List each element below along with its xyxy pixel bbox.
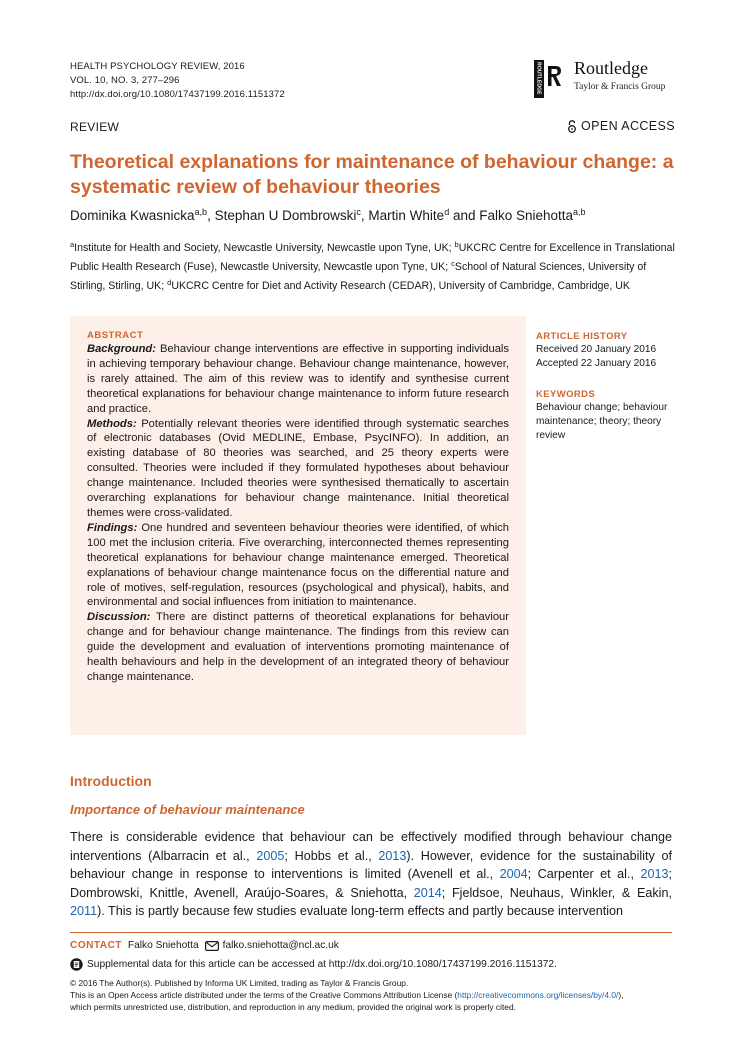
accepted-date: Accepted 22 January 2016 <box>536 358 657 369</box>
routledge-mark-icon <box>534 60 564 98</box>
supplemental-line <box>70 958 557 971</box>
subsection-heading: Importance of behaviour maintenance <box>70 802 305 817</box>
publisher-name: Routledge <box>574 58 648 78</box>
author-name[interactable]: Stephan U Dombrowski <box>214 208 357 223</box>
citation-link[interactable]: 2004 <box>499 867 528 882</box>
abstract-box <box>70 316 526 735</box>
affiliations: $^a$Institute for Health and Society, Newcastle University, Newcastle upon Tyne, UK; $^b$UKCRC Centre for Excellence in Translational Public Health Research (Fuse), Newcastle University, Newcastle upon Tyne, UK; $^c$School of Natural Sciences, University of Stirling, Stirling, UK; $^d$UKCRC Centre for Diet and Activity Research (CEDAR), University of Cambridge, Cambridge, UK <box>70 240 675 293</box>
abstract-findings: Findings: One hundred and seventeen behaviour theories were identified, of which 100 met the inclusion criteria. Five overarching, interconnected themes representing theoretical explanations for behaviour change maintenance emerged. Theoretical explanations of behaviour change maintenance focus on the differential nature and role of motives, self-regulation, resources (psychological and physical), habits, and environmental and social influences from initiation to maintenance. <box>87 521 509 609</box>
supplemental-data-icon <box>70 958 83 971</box>
section-heading: Introduction <box>70 773 152 789</box>
author-affiliation-marker: d <box>444 207 450 217</box>
footer-divider <box>70 932 672 933</box>
open-lock-icon <box>567 120 577 133</box>
keywords-list: Behaviour change; behaviour maintenance; theory; theory review <box>536 402 668 441</box>
author-affiliation-marker: c <box>356 207 361 217</box>
copyright-block <box>70 977 680 1014</box>
copyright-line: © 2016 The Author(s). Published by Informa UK Limited, trading as Taylor & Francis Group. <box>70 978 409 988</box>
journal-meta <box>70 60 285 102</box>
license-line-2: which permits unrestricted use, distribution, and reproduction in any medium, provided the original work is properly cited. <box>70 1002 516 1013</box>
keywords-heading: KEYWORDS <box>536 389 596 400</box>
abstract-background: Background: Behaviour change interventions are effective in supporting individuals in achieving temporary behaviour change. Behaviour change maintenance, however, is rarely attained. The aim of this review was to identify and synthesise current theoretical explanations for behaviour change maintenance to inform future research and practice. <box>87 343 509 415</box>
citation-link[interactable]: 2011 <box>70 904 98 919</box>
author-name[interactable]: Dominika Kwasnicka <box>70 208 195 223</box>
contact-label: CONTACT <box>70 940 122 951</box>
citation-link[interactable]: 2005 <box>256 848 285 863</box>
article-type: REVIEW <box>70 120 120 134</box>
article-sidebar <box>536 331 681 443</box>
contact-name: Falko Sniehotta <box>127 940 199 951</box>
received-date: Received 20 January 2016 <box>536 344 657 355</box>
abstract-heading: ABSTRACT <box>87 330 144 341</box>
supplemental-text[interactable]: Supplemental data for this article can be accessed at http://dx.doi.org/10.1080/17437199.2016.1151372. <box>87 959 557 970</box>
author-affiliation-marker: a,b <box>194 207 208 217</box>
body-paragraph: There is considerable evidence that behaviour can be effectively modified through behaviour change interventions (Albarracin et al., 2005; Hobbs et al., 2013). However, evidence for the sustainability of behaviour change in response to interventions is limited (Avenell et al., 2004; Carpenter et al., 2013; Dombrowski, Knittle, Avenell, Araújo-Soares, & Sniehotta, 2014; Fjeldsoe, Neuhaus, Winkler, & Eakin, 2011). This is partly because few studies evaluate long-term effects and partly because intervention <box>70 830 672 919</box>
journal-doi[interactable]: http://dx.doi.org/10.1080/17437199.2016.1151372 <box>70 89 285 100</box>
author-affiliation-marker: a,b <box>573 207 586 217</box>
publisher-logo <box>534 58 684 102</box>
contact-line <box>70 940 339 951</box>
citation-link[interactable]: 2013 <box>640 867 669 882</box>
author-name[interactable]: Falko Sniehotta <box>479 208 574 223</box>
mail-icon <box>205 941 219 951</box>
author-list: Dominika Kwasnicka$^{a,b}$, Stephan U Dombrowski$^c$, Martin White$^d$ and Falko Sniehotta$^{a,b}$ <box>70 207 586 223</box>
publisher-group: Taylor & Francis Group <box>574 82 666 92</box>
abstract-methods: Methods: Potentially relevant theories were identified through systematic searches of electronic databases (Ovid MEDLINE, Embase, PsycINFO). In addition, an existing database of 80 theories was searched, and 25 theory experts were consulted. Theories were included if they formulated hypotheses about behaviour change maintenance. Included theories were synthesised thematically to ascertain overarching explanations for behaviour change maintenance. Initial theoretical themes were cross-validated. <box>87 417 509 519</box>
open-access-label <box>567 119 675 133</box>
journal-name: HEALTH PSYCHOLOGY REVIEW, 2016 <box>70 61 245 72</box>
svg-text:ROUTLEDGE: ROUTLEDGE <box>535 62 542 95</box>
citation-link[interactable]: 2014 <box>413 885 442 900</box>
article-history-heading: ARTICLE HISTORY <box>536 331 628 342</box>
license-link[interactable]: http://creativecommons.org/licenses/by/4.0/ <box>457 990 619 1001</box>
citation-link[interactable]: 2013 <box>378 848 407 863</box>
open-access-text: OPEN ACCESS <box>581 119 676 133</box>
article-title: Theoretical explanations for maintenance of behaviour change: a systematic review of behaviour theories <box>70 151 674 198</box>
journal-volume: VOL. 10, NO. 3, 277–296 <box>70 75 180 86</box>
abstract-discussion: Discussion: There are distinct patterns of theoretical explanations for behaviour change and for behaviour change maintenance. The findings from this review can guide the development and evaluation of interventions promoting maintenance of health behaviours and help in the development of an integrated theory of behaviour change maintenance. <box>87 611 509 683</box>
license-line: This is an Open Access article distributed under the terms of the Creative Commons Attribution License (http://creativecommons.org/licenses/by/4.0/), <box>70 990 624 1001</box>
author-name[interactable]: Martin White <box>368 208 445 223</box>
contact-email[interactable]: falko.sniehotta@ncl.ac.uk <box>222 940 339 951</box>
